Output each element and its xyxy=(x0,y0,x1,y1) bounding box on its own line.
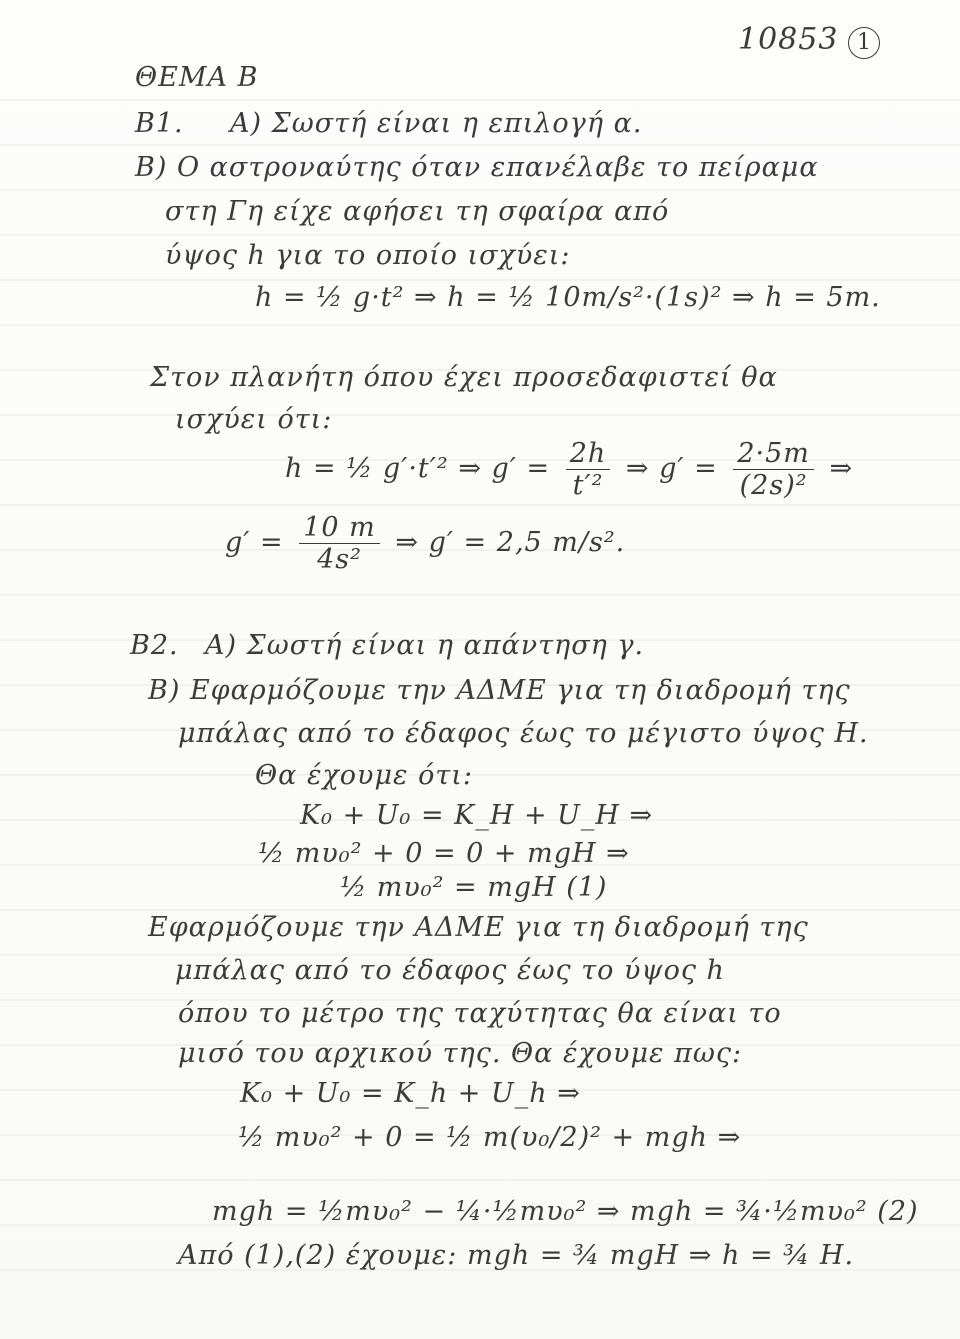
b2-text-line: Εφαρμόζουμε την ΑΔΜΕ για τη διαδρομή της xyxy=(148,912,809,943)
b1-label: Β1. xyxy=(135,108,184,139)
b2-equation: ½ mυ₀² = mgH (1) xyxy=(340,872,608,903)
fraction-numerator: 2·5m xyxy=(733,438,814,470)
b1-text-line: ισχύει ότι: xyxy=(175,404,333,435)
fraction xyxy=(733,438,814,501)
b2-equation: K₀ + U₀ = K_h + U_h ⇒ xyxy=(240,1078,581,1109)
b1-text-line: στη Γη είχε αφήσει τη σφαίρα από xyxy=(165,196,670,227)
b2-text-line: μπάλας από το έδαφος έως το ύψος h xyxy=(175,955,725,986)
b2-conclusion: Από (1),(2) έχουμε: mgh = ¾ mgH ⇒ h = ¾ H. xyxy=(178,1240,855,1271)
eq-part: g′ = xyxy=(225,527,284,559)
b2-equation: ½ mυ₀² + 0 = ½ m(υ₀/2)² + mgh ⇒ xyxy=(238,1122,742,1153)
b1-text-line: Στον πλανήτη όπου έχει προσεδαφιστεί θα xyxy=(150,362,778,393)
b2-text-line: όπου το μέτρο της ταχύτητας θα είναι το xyxy=(178,998,782,1029)
b2-equation: mgh = ½mυ₀² − ¼·½mυ₀² ⇒ mgh = ¾·½mυ₀² (2) xyxy=(212,1196,919,1227)
b2-label: Β2. xyxy=(130,630,179,661)
page-number: 1 xyxy=(848,27,880,59)
b2-equation: ½ mυ₀² + 0 = 0 + mgH ⇒ xyxy=(258,838,630,869)
eq-part: ⇒ xyxy=(829,453,854,485)
b1-text-line: ύψος h για το οποίο ισχύει: xyxy=(165,240,571,271)
document-code: 10853 xyxy=(738,22,839,57)
fraction-numerator: 10 m xyxy=(299,512,380,544)
b2-answer-a: Α) Σωστή είναι η απάντηση γ. xyxy=(205,630,645,661)
fraction-numerator: 2h xyxy=(566,438,611,470)
fraction xyxy=(299,512,380,575)
b2-text-line: Β) Εφαρμόζουμε την ΑΔΜΕ για τη διαδρομή της xyxy=(148,675,851,706)
b1-equation: h = ½ g·t² ⇒ h = ½ 10m/s²·(1s)² ⇒ h = 5m. xyxy=(255,282,881,313)
b2-text-line: μπάλας από το έδαφος έως το μέγιστο ύψος Η. xyxy=(178,718,869,749)
b1-equation-result xyxy=(225,512,625,575)
b1-answer-a: Α) Σωστή είναι η επιλογή α. xyxy=(230,108,643,139)
eq-part: h = ½ g′·t′² ⇒ g′ = xyxy=(285,453,551,485)
fraction xyxy=(566,438,611,501)
fraction-denominator: 4s² xyxy=(317,544,362,576)
b1-equation-gprime xyxy=(285,438,853,501)
eq-part: ⇒ g′ = 2,5 m/s². xyxy=(395,527,626,559)
eq-part: ⇒ g′ = xyxy=(625,453,718,485)
b2-text-line: μισό του αρχικού της. Θα έχουμε πως: xyxy=(178,1038,743,1069)
fraction-denominator: t′² xyxy=(572,470,604,502)
page-header xyxy=(738,22,880,59)
b1-text-line: Β) Ο αστροναύτης όταν επανέλαβε το πείραμα xyxy=(135,152,819,183)
b2-text-line: Θα έχουμε ότι: xyxy=(255,760,473,791)
fraction-denominator: (2s)² xyxy=(739,470,808,502)
section-title: ΘΕΜΑ Β xyxy=(135,62,259,93)
b2-equation: K₀ + U₀ = K_H + U_H ⇒ xyxy=(300,800,654,831)
